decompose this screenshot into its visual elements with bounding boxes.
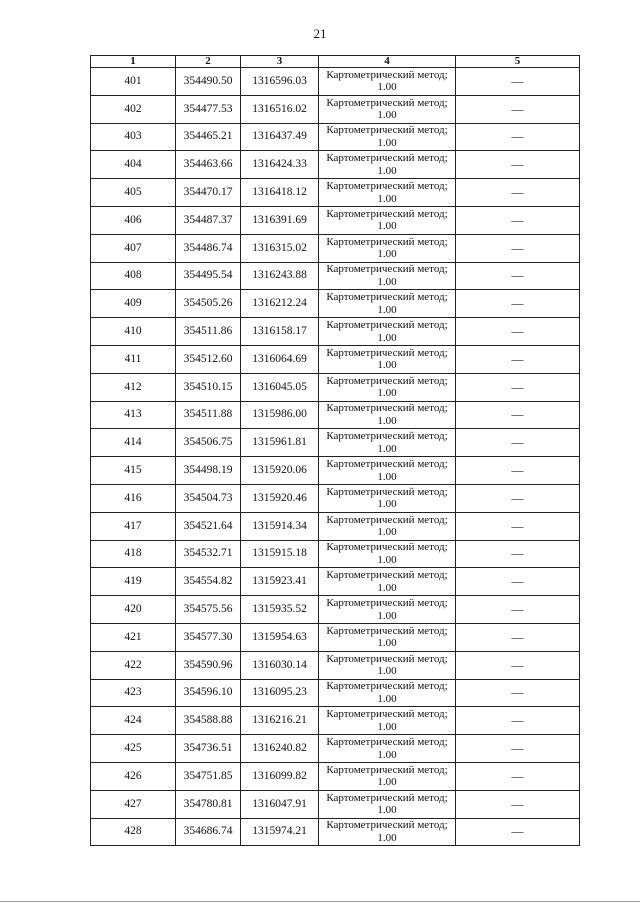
table-row: [91, 512, 580, 540]
table-row: [91, 68, 580, 96]
column-header-1: 1: [91, 56, 176, 68]
y-coordinate-cell: 1315954.63: [241, 623, 319, 651]
x-coordinate-cell: 354505.26: [176, 290, 241, 318]
point-number-cell: 405: [91, 179, 176, 207]
note-cell: —: [456, 568, 580, 596]
y-coordinate-cell: 1316418.12: [241, 179, 319, 207]
x-coordinate-cell: 354532.71: [176, 540, 241, 568]
point-number-cell: 413: [91, 401, 176, 429]
y-coordinate-cell: 1315920.46: [241, 484, 319, 512]
method-cell: Картометрический метод; 1.00: [319, 818, 456, 846]
point-number-cell: 428: [91, 818, 176, 846]
y-coordinate-cell: 1316099.82: [241, 762, 319, 790]
note-cell: —: [456, 623, 580, 651]
note-cell: —: [456, 262, 580, 290]
x-coordinate-cell: 354512.60: [176, 345, 241, 373]
x-coordinate-cell: 354470.17: [176, 179, 241, 207]
point-number-cell: 418: [91, 540, 176, 568]
method-cell: Картометрический метод; 1.00: [319, 540, 456, 568]
y-coordinate-cell: 1316064.69: [241, 345, 319, 373]
y-coordinate-cell: 1315961.81: [241, 429, 319, 457]
table-row: [91, 679, 580, 707]
note-cell: —: [456, 735, 580, 763]
table-row: [91, 345, 580, 373]
y-coordinate-cell: 1315986.00: [241, 401, 319, 429]
y-coordinate-cell: 1316045.05: [241, 373, 319, 401]
method-cell: Картометрический метод; 1.00: [319, 123, 456, 151]
table-row: [91, 707, 580, 735]
point-number-cell: 404: [91, 151, 176, 179]
note-cell: —: [456, 401, 580, 429]
method-cell: Картометрический метод; 1.00: [319, 457, 456, 485]
table-row: [91, 206, 580, 234]
y-coordinate-cell: 1316095.23: [241, 679, 319, 707]
table-row: [91, 596, 580, 624]
method-cell: Картометрический метод; 1.00: [319, 345, 456, 373]
note-cell: —: [456, 679, 580, 707]
x-coordinate-cell: 354487.37: [176, 206, 241, 234]
note-cell: —: [456, 179, 580, 207]
table-row: [91, 568, 580, 596]
y-coordinate-cell: 1316596.03: [241, 68, 319, 96]
y-coordinate-cell: 1315923.41: [241, 568, 319, 596]
point-number-cell: 412: [91, 373, 176, 401]
point-number-cell: 416: [91, 484, 176, 512]
coordinates-table: [90, 55, 580, 846]
x-coordinate-cell: 354463.66: [176, 151, 241, 179]
method-cell: Картометрический метод; 1.00: [319, 735, 456, 763]
point-number-cell: 426: [91, 762, 176, 790]
method-cell: Картометрический метод; 1.00: [319, 318, 456, 346]
y-coordinate-cell: 1316243.88: [241, 262, 319, 290]
note-cell: —: [456, 123, 580, 151]
x-coordinate-cell: 354686.74: [176, 818, 241, 846]
y-coordinate-cell: 1316437.49: [241, 123, 319, 151]
y-coordinate-cell: 1316158.17: [241, 318, 319, 346]
note-cell: —: [456, 707, 580, 735]
table-body: [91, 68, 580, 846]
method-cell: Картометрический метод; 1.00: [319, 401, 456, 429]
y-coordinate-cell: 1316424.33: [241, 151, 319, 179]
note-cell: —: [456, 318, 580, 346]
y-coordinate-cell: 1316516.02: [241, 95, 319, 123]
point-number-cell: 410: [91, 318, 176, 346]
x-coordinate-cell: 354588.88: [176, 707, 241, 735]
table-row: [91, 95, 580, 123]
method-cell: Картометрический метод; 1.00: [319, 568, 456, 596]
point-number-cell: 401: [91, 68, 176, 96]
table-row: [91, 818, 580, 846]
x-coordinate-cell: 354751.85: [176, 762, 241, 790]
table-row: [91, 151, 580, 179]
point-number-cell: 423: [91, 679, 176, 707]
note-cell: —: [456, 540, 580, 568]
note-cell: —: [456, 151, 580, 179]
method-cell: Картометрический метод; 1.00: [319, 790, 456, 818]
x-coordinate-cell: 354506.75: [176, 429, 241, 457]
method-cell: Картометрический метод; 1.00: [319, 623, 456, 651]
y-coordinate-cell: 1316216.21: [241, 707, 319, 735]
x-coordinate-cell: 354486.74: [176, 234, 241, 262]
table-row: [91, 651, 580, 679]
note-cell: —: [456, 234, 580, 262]
y-coordinate-cell: 1315914.34: [241, 512, 319, 540]
table-row: [91, 540, 580, 568]
point-number-cell: 406: [91, 206, 176, 234]
method-cell: Картометрический метод; 1.00: [319, 484, 456, 512]
table-row: [91, 484, 580, 512]
x-coordinate-cell: 354596.10: [176, 679, 241, 707]
note-cell: —: [456, 373, 580, 401]
x-coordinate-cell: 354504.73: [176, 484, 241, 512]
table-row: [91, 179, 580, 207]
x-coordinate-cell: 354780.81: [176, 790, 241, 818]
column-header-5: 5: [456, 56, 580, 68]
table-row: [91, 623, 580, 651]
point-number-cell: 417: [91, 512, 176, 540]
y-coordinate-cell: 1315974.21: [241, 818, 319, 846]
point-number-cell: 415: [91, 457, 176, 485]
point-number-cell: 411: [91, 345, 176, 373]
method-cell: Картометрический метод; 1.00: [319, 679, 456, 707]
page-number: 21: [313, 26, 327, 41]
x-coordinate-cell: 354736.51: [176, 735, 241, 763]
table-row: [91, 373, 580, 401]
method-cell: Картометрический метод; 1.00: [319, 762, 456, 790]
y-coordinate-cell: 1316030.14: [241, 651, 319, 679]
point-number-cell: 421: [91, 623, 176, 651]
note-cell: —: [456, 206, 580, 234]
note-cell: —: [456, 95, 580, 123]
table-row: [91, 429, 580, 457]
y-coordinate-cell: 1315935.52: [241, 596, 319, 624]
x-coordinate-cell: 354554.82: [176, 568, 241, 596]
note-cell: —: [456, 596, 580, 624]
point-number-cell: 402: [91, 95, 176, 123]
note-cell: —: [456, 429, 580, 457]
method-cell: Картометрический метод; 1.00: [319, 512, 456, 540]
table-header-row: [91, 56, 580, 68]
method-cell: Картометрический метод; 1.00: [319, 206, 456, 234]
note-cell: —: [456, 651, 580, 679]
note-cell: —: [456, 457, 580, 485]
y-coordinate-cell: 1316240.82: [241, 735, 319, 763]
note-cell: —: [456, 818, 580, 846]
x-coordinate-cell: 354465.21: [176, 123, 241, 151]
table-row: [91, 762, 580, 790]
table-row: [91, 234, 580, 262]
column-header-4: 4: [319, 56, 456, 68]
method-cell: Картометрический метод; 1.00: [319, 707, 456, 735]
x-coordinate-cell: 354575.56: [176, 596, 241, 624]
table-row: [91, 318, 580, 346]
point-number-cell: 408: [91, 262, 176, 290]
x-coordinate-cell: 354495.54: [176, 262, 241, 290]
method-cell: Картометрический метод; 1.00: [319, 95, 456, 123]
method-cell: Картометрический метод; 1.00: [319, 290, 456, 318]
x-coordinate-cell: 354521.64: [176, 512, 241, 540]
method-cell: Картометрический метод; 1.00: [319, 151, 456, 179]
table-row: [91, 290, 580, 318]
table-row: [91, 790, 580, 818]
table-row: [91, 123, 580, 151]
y-coordinate-cell: 1316212.24: [241, 290, 319, 318]
note-cell: —: [456, 290, 580, 318]
y-coordinate-cell: 1316047.91: [241, 790, 319, 818]
y-coordinate-cell: 1316391.69: [241, 206, 319, 234]
point-number-cell: 424: [91, 707, 176, 735]
point-number-cell: 420: [91, 596, 176, 624]
table-row: [91, 262, 580, 290]
point-number-cell: 403: [91, 123, 176, 151]
x-coordinate-cell: 354510.15: [176, 373, 241, 401]
method-cell: Картометрический метод; 1.00: [319, 262, 456, 290]
point-number-cell: 409: [91, 290, 176, 318]
column-header-2: 2: [176, 56, 241, 68]
note-cell: —: [456, 68, 580, 96]
table-row: [91, 735, 580, 763]
method-cell: Картометрический метод; 1.00: [319, 373, 456, 401]
method-cell: Картометрический метод; 1.00: [319, 234, 456, 262]
note-cell: —: [456, 345, 580, 373]
y-coordinate-cell: 1316315.02: [241, 234, 319, 262]
x-coordinate-cell: 354477.53: [176, 95, 241, 123]
x-coordinate-cell: 354590.96: [176, 651, 241, 679]
y-coordinate-cell: 1315915.18: [241, 540, 319, 568]
table-row: [91, 401, 580, 429]
note-cell: —: [456, 484, 580, 512]
x-coordinate-cell: 354511.88: [176, 401, 241, 429]
method-cell: Картометрический метод; 1.00: [319, 179, 456, 207]
point-number-cell: 425: [91, 735, 176, 763]
x-coordinate-cell: 354511.86: [176, 318, 241, 346]
method-cell: Картометрический метод; 1.00: [319, 651, 456, 679]
method-cell: Картометрический метод; 1.00: [319, 429, 456, 457]
note-cell: —: [456, 790, 580, 818]
point-number-cell: 407: [91, 234, 176, 262]
point-number-cell: 427: [91, 790, 176, 818]
point-number-cell: 419: [91, 568, 176, 596]
x-coordinate-cell: 354490.50: [176, 68, 241, 96]
table-row: [91, 457, 580, 485]
page-bottom-edge: [0, 901, 640, 902]
method-cell: Картометрический метод; 1.00: [319, 596, 456, 624]
x-coordinate-cell: 354498.19: [176, 457, 241, 485]
point-number-cell: 422: [91, 651, 176, 679]
x-coordinate-cell: 354577.30: [176, 623, 241, 651]
note-cell: —: [456, 762, 580, 790]
note-cell: —: [456, 512, 580, 540]
point-number-cell: 414: [91, 429, 176, 457]
method-cell: Картометрический метод; 1.00: [319, 68, 456, 96]
column-header-3: 3: [241, 56, 319, 68]
y-coordinate-cell: 1315920.06: [241, 457, 319, 485]
